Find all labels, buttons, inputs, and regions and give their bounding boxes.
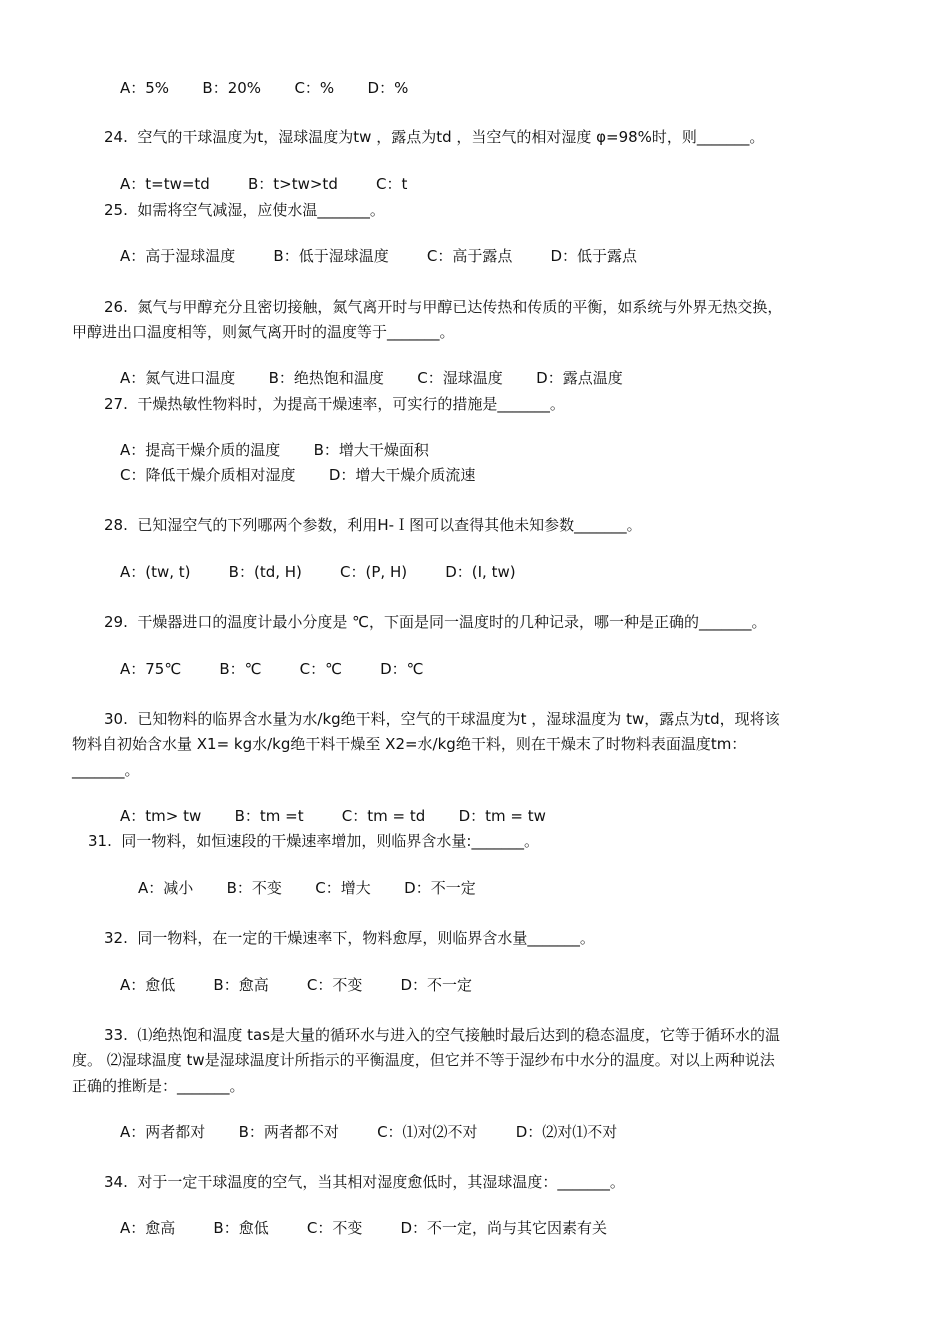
q27-stem: 27. 干燥热敏性物料时，为提高干燥速率，可实行的措施是_______。 (104, 395, 565, 413)
q34-options: A：愈高 B：愈低 C：不变 D：不一定，尚与其它因素有关 (120, 1219, 608, 1237)
q30-stem-line1: 30. 已知物料的临界含水量为水/kg绝干料，空气的干球温度为t ，湿球温度为 tw，露点为td，现将该 (104, 710, 780, 728)
q26-stem-line2: 甲醇进出口温度相等，则氮气离开时的温度等于_______。 (72, 323, 455, 341)
q27-options-line2: C：降低干燥介质相对湿度 D：增大干燥介质流速 (120, 466, 476, 484)
q34-stem: 34. 对于一定干球温度的空气，当其相对湿度愈低时，其湿球温度：_______。 (104, 1173, 625, 1191)
q29-stem: 29. 干燥器进口的温度计最小分度是 ℃，下面是同一温度时的几种记录，哪一种是正确的_______。 (104, 613, 767, 631)
q23-options: A：5% B：20% C：% D：% (120, 79, 409, 97)
q33-stem-line2: 度。 ⑵湿球温度 tw是湿球温度计所指示的平衡温度，但它并不等于湿纱布中水分的温度。对以上两种说法 (72, 1051, 775, 1069)
q27-options-line1: A：提高干燥介质的温度 B：增大干燥面积 (120, 441, 429, 459)
q24-options: A：t=tw=td B：t>tw>td C：t (120, 175, 408, 193)
q31-stem: 31. 同一物料，如恒速段的干燥速率增加，则临界含水量:_______。 (88, 832, 539, 850)
q33-stem-line1: 33. ⑴绝热饱和温度 tas是大量的循环水与进入的空气接触时最后达到的稳态温度，它等于循环水的温 (104, 1026, 781, 1044)
q26-stem-line1: 26. 氮气与甲醇充分且密切接触，氮气离开时与甲醇已达传热和传质的平衡，如系统与外界无热交换， (104, 298, 783, 316)
q30-stem-line2: 物料自初始含水量 X1= kg水/kg绝干料干燥至 X2=水/kg绝干料，则在干燥末了时物料表面温度tm： (72, 735, 747, 753)
q30-options: A：tm> tw B：tm =t C：tm = td D：tm = tw (120, 807, 546, 825)
q28-options: A：(tw, t) B：(td, H) C：(P, H) D：(I, tw) (120, 563, 516, 581)
q25-options: A：高于湿球温度 B：低于湿球温度 C：高于露点 D：低于露点 (120, 247, 638, 265)
q31-options: A：减小 B：不变 C：增大 D：不一定 (138, 879, 476, 897)
q33-options: A：两者都对 B：两者都不对 C：⑴对⑵不对 D：⑵对⑴不对 (120, 1123, 618, 1141)
q32-options: A：愈低 B：愈高 C：不变 D：不一定 (120, 976, 473, 994)
q24-stem: 24. 空气的干球温度为t，湿球温度为tw ，露点为td ，当空气的相对湿度 φ=98%时，则_______。 (104, 128, 765, 146)
q32-stem: 32. 同一物料，在一定的干燥速率下，物料愈厚，则临界含水量_______。 (104, 929, 595, 947)
q33-stem-line3: 正确的推断是：_______。 (72, 1077, 245, 1095)
q29-options: A：75℃ B：℃ C：℃ D：℃ (120, 660, 424, 678)
q30-stem-line3: _______。 (72, 761, 140, 779)
q25-stem: 25. 如需将空气减湿，应使水温_______。 (104, 201, 385, 219)
q28-stem: 28. 已知湿空气的下列哪两个参数，利用H-Ｉ图可以查得其他未知参数_______。 (104, 516, 642, 534)
q26-options: A：氮气进口温度 B：绝热饱和温度 C：湿球温度 D：露点温度 (120, 369, 623, 387)
